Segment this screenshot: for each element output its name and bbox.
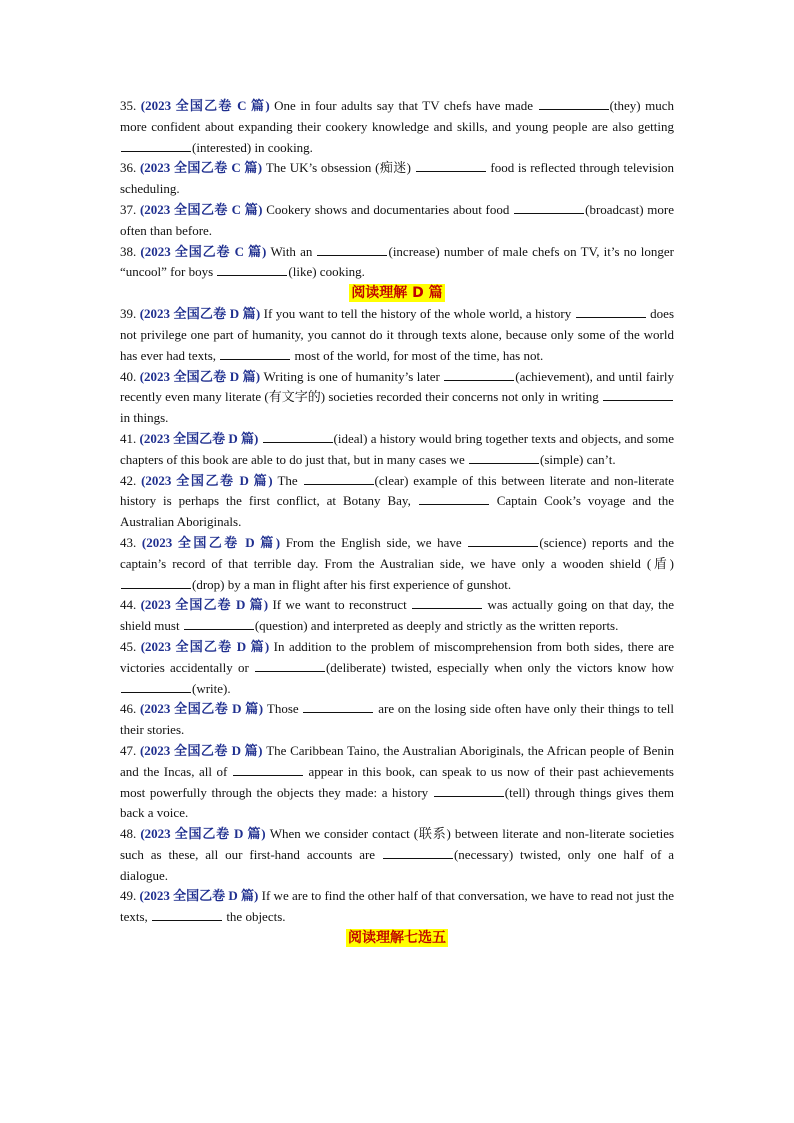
question-text: If we want to reconstruct xyxy=(272,597,412,613)
question-text: (they) much more confident about expanding their cookery knowledge and skills, and young people are also getting xyxy=(120,98,675,134)
question-item xyxy=(120,699,674,741)
answer-blank[interactable] xyxy=(220,358,290,360)
question-source: (2023 全国乙卷 D 篇) xyxy=(140,638,270,654)
question-text: If we are to find the other half of that conversation, we have to read not just the texts, xyxy=(120,888,675,925)
question-item xyxy=(120,242,674,284)
section-heading-row xyxy=(120,928,674,949)
question-text: (write). xyxy=(192,680,231,696)
question-source: (2023 全国乙卷 D 篇) xyxy=(139,888,259,904)
question-number: 42. xyxy=(120,472,137,488)
question-number: 46. xyxy=(120,701,137,717)
question-text: most of the world, for most of the time, has not. xyxy=(291,347,544,363)
answer-blank[interactable] xyxy=(514,212,584,214)
question-item xyxy=(120,533,674,595)
question-source: (2023 全国乙卷 D 篇) xyxy=(140,826,266,842)
question-number: 48. xyxy=(120,826,137,842)
question-source: (2023 全国乙卷 D 篇) xyxy=(139,368,261,384)
question-item xyxy=(120,158,674,200)
question-text: Those xyxy=(266,701,303,717)
question-text: (achievement), and until fairly recently even many literate (有文字的) societies recorded their concerns not only in writing xyxy=(120,368,674,405)
answer-blank[interactable] xyxy=(469,462,539,464)
question-source: (2023 全国乙卷 D 篇) xyxy=(140,701,264,717)
question-text: Captain Cook’s voyage and the Australian Aboriginals. xyxy=(120,493,674,530)
question-text: Cookery shows and documentaries about food xyxy=(266,201,514,217)
question-number: 47. xyxy=(120,742,137,758)
section-heading: 阅读理解七选五 xyxy=(348,930,446,947)
answer-blank[interactable] xyxy=(434,795,504,797)
answer-blank[interactable] xyxy=(383,857,453,859)
question-item xyxy=(120,824,674,886)
question-number: 36. xyxy=(120,160,137,176)
question-number: 45. xyxy=(120,638,137,654)
question-text: (broadcast) more often than before. xyxy=(120,201,675,238)
question-number: 35. xyxy=(120,98,137,113)
question-item xyxy=(120,96,674,158)
question-text: (question) and interpreted as deeply and strictly as the written reports. xyxy=(254,618,619,634)
question-text: (like) cooking. xyxy=(288,264,365,280)
question-text: The UK’s obsession (痴迷) xyxy=(265,160,415,176)
question-text: (science) reports and the captain’s record of that terrible day. From the Australian side, we have only a wooden shield (盾) xyxy=(120,534,675,571)
question-text: Writing is one of humanity’s later xyxy=(263,368,444,384)
question-source: (2023 全国乙卷 D 篇) xyxy=(139,306,261,322)
question-text: the objects. xyxy=(223,909,286,925)
answer-blank[interactable] xyxy=(317,254,387,256)
question-number: 39. xyxy=(120,306,137,322)
question-text: (drop) by a man in flight after his first experience of gunshot. xyxy=(192,576,512,592)
question-text: (deliberate) twisted, especially when only the victors know how xyxy=(325,659,674,675)
answer-blank[interactable] xyxy=(576,316,646,318)
question-text: The Caribbean Taino, the Australian Aboriginals, the African people of Benin and the Incas, all of xyxy=(120,742,675,779)
question-text: was actually going on that day, the shield must xyxy=(120,597,675,634)
answer-blank[interactable] xyxy=(121,691,191,693)
section-heading: 阅读理解 D 篇 xyxy=(351,285,443,302)
question-item xyxy=(120,637,674,699)
question-item xyxy=(120,200,674,242)
answer-blank[interactable] xyxy=(121,587,191,589)
answer-blank[interactable] xyxy=(412,607,482,609)
question-text: (increase) number of male chefs on TV, it’s no longer “uncool” for boys xyxy=(120,243,674,280)
answer-blank[interactable] xyxy=(539,108,609,110)
question-item xyxy=(120,886,674,928)
answer-blank[interactable] xyxy=(304,483,374,485)
question-item xyxy=(120,367,674,429)
question-text: (clear) example of this between literate and non-literate history is perhaps the first conflict, at Botany Bay, xyxy=(120,472,675,509)
question-number: 44. xyxy=(120,597,137,613)
question-text: (ideal) a history would bring together texts and objects, and some chapters of this book are able to do just that, but in many cases we xyxy=(120,430,674,467)
question-source: (2023 全国乙卷 D 篇) xyxy=(140,597,269,613)
question-text: In addition to the problem of miscomprehension from both sides, there are victories accidentally or xyxy=(120,638,675,675)
question-item xyxy=(120,304,674,366)
answer-blank[interactable] xyxy=(468,545,538,547)
question-text: With an xyxy=(270,243,317,259)
answer-blank[interactable] xyxy=(416,170,486,172)
question-number: 40. xyxy=(120,368,137,384)
question-number: 38. xyxy=(120,243,137,259)
answer-blank[interactable] xyxy=(603,399,673,401)
question-text: (simple) can’t. xyxy=(540,451,616,467)
question-text: (necessary) twisted, only one half of a dialogue. xyxy=(120,846,674,883)
question-text: From the English side, we have xyxy=(285,534,468,550)
question-item xyxy=(120,429,674,471)
question-text: The xyxy=(277,472,303,488)
question-source: (2023 全国乙卷 D 篇) xyxy=(139,742,263,758)
question-source: (2023 全国乙卷 D 篇) xyxy=(141,534,281,550)
answer-blank[interactable] xyxy=(217,274,287,276)
answer-blank[interactable] xyxy=(233,774,303,776)
answer-blank[interactable] xyxy=(444,379,514,381)
question-item xyxy=(120,595,674,637)
question-text: food is reflected through television scheduling. xyxy=(120,160,675,197)
answer-blank[interactable] xyxy=(263,441,333,443)
question-source: (2023 全国乙卷 C 篇) xyxy=(139,201,263,217)
section-heading-row xyxy=(120,283,674,304)
question-source: (2023 全国乙卷 C 篇) xyxy=(140,243,267,259)
question-text: One in four adults say that TV chefs have made xyxy=(274,98,538,113)
answer-blank[interactable] xyxy=(303,711,373,713)
question-item xyxy=(120,471,674,533)
question-number: 41. xyxy=(120,430,137,446)
answer-blank[interactable] xyxy=(152,919,222,921)
question-text: (interested) in cooking. xyxy=(192,139,313,155)
answer-blank[interactable] xyxy=(255,670,325,672)
question-text: When we consider contact (联系) between literate and non-literate societies such as these, all our first-hand accounts are xyxy=(120,826,675,862)
question-text: appear in this book, can speak to us now of their past achievements most powerfully through the objects they made: a history xyxy=(120,763,674,800)
question-source: (2023 全国乙卷 C 篇) xyxy=(139,160,263,176)
question-text: are on the losing side often have only their things to tell their stories. xyxy=(120,701,675,738)
question-source: (2023 全国乙卷 C 篇) xyxy=(140,98,270,113)
question-number: 37. xyxy=(120,201,137,217)
answer-blank[interactable] xyxy=(419,503,489,505)
question-source: (2023 全国乙卷 D 篇) xyxy=(141,472,273,488)
document-page xyxy=(120,96,674,949)
answer-blank[interactable] xyxy=(184,628,254,630)
question-text: does not privilege one part of humanity, you cannot do it through texts alone, because only some of the world has ever had texts, xyxy=(120,306,675,363)
question-item xyxy=(120,741,674,824)
question-text: (tell) through things gives them back a voice. xyxy=(120,784,675,821)
question-text: If you want to tell the history of the whole world, a history xyxy=(263,306,575,322)
question-number: 49. xyxy=(120,888,137,904)
answer-blank[interactable] xyxy=(121,150,191,152)
question-number: 43. xyxy=(120,534,137,550)
question-source: (2023 全国乙卷 D 篇) xyxy=(139,430,259,446)
question-text: in things. xyxy=(120,410,169,426)
